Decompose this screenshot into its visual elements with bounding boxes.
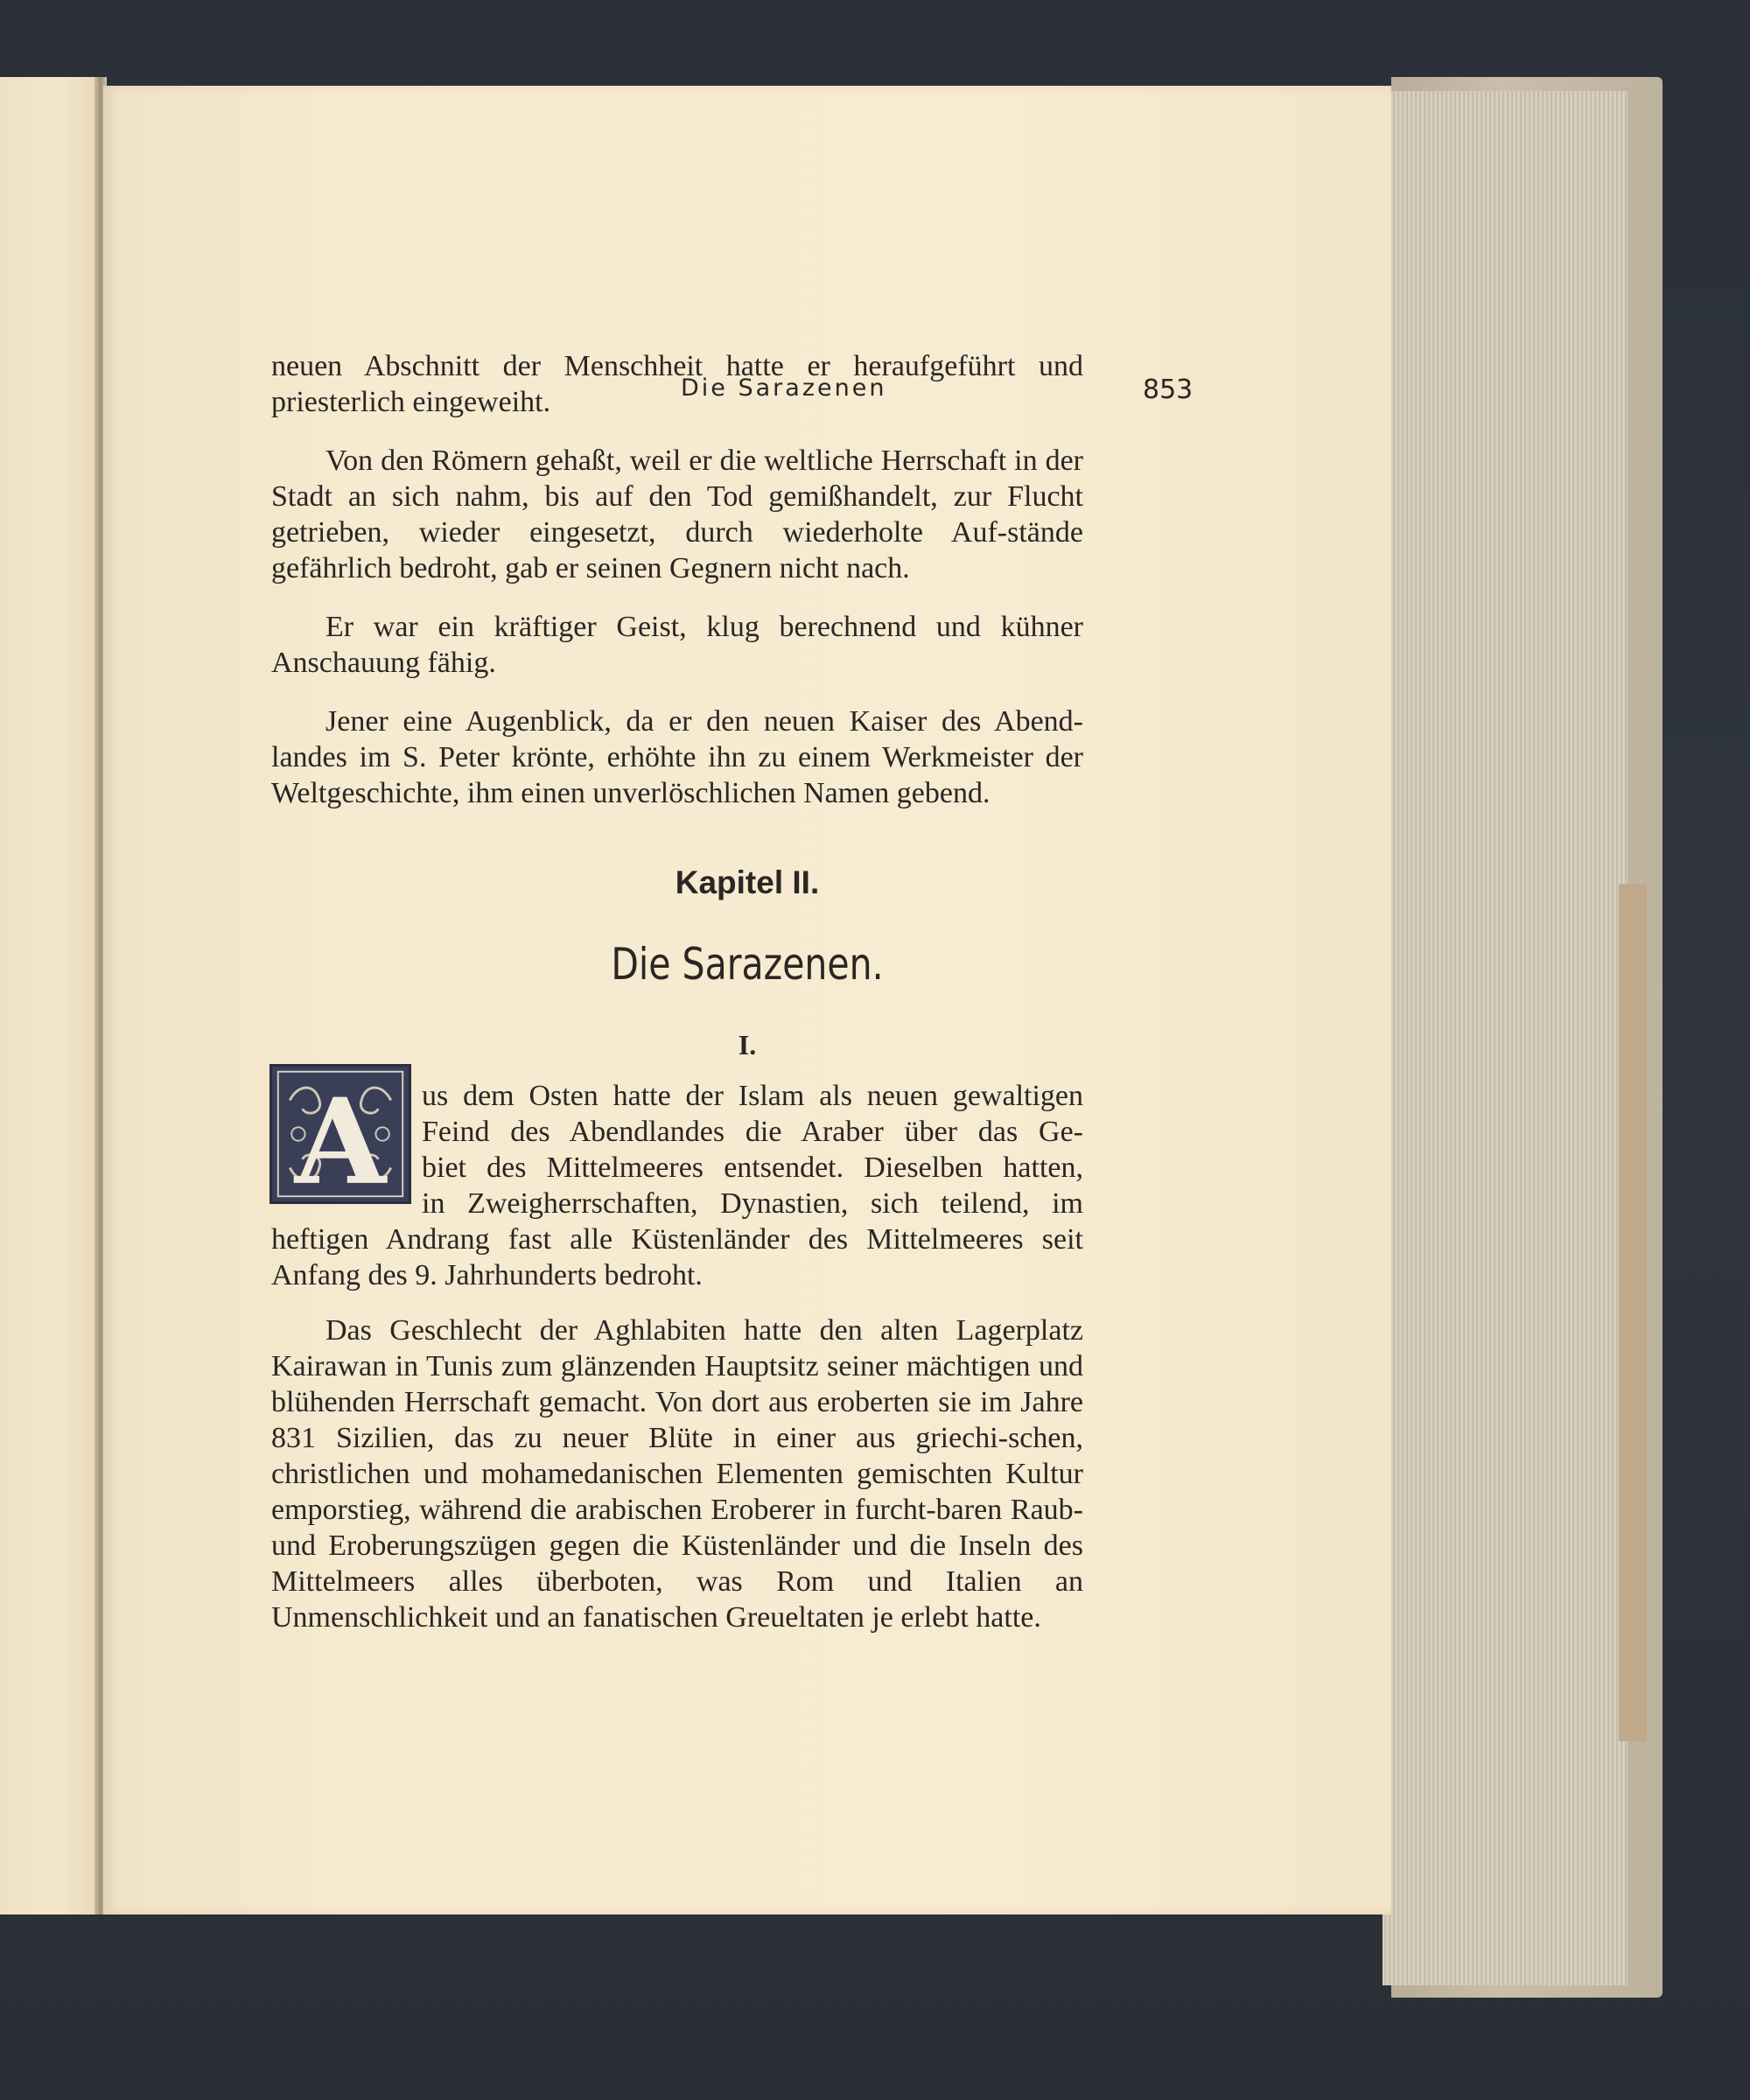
line: us dem Osten hatte der Islam als neuen gewaltigen <box>422 1080 1083 1112</box>
chapter-label: Kapitel II. <box>675 864 820 900</box>
line: in Zweigherrschaften, Dynastien, sich teilend, im <box>422 1187 1083 1220</box>
running-title: Die Sarazenen <box>681 374 887 402</box>
paragraph: Er war ein kräftiger Geist, klug berechnend und kühner Anschauung fähig. <box>271 611 1083 679</box>
section-number: I. <box>738 1029 757 1060</box>
paragraph-rest: heftigen Andrang fast alle Küstenländer des Mittelmeeres seit Anfang des 9. Jahrhunderts bedroht. <box>271 1223 1083 1292</box>
line: biet des Mittelmeeres entsendet. Dieselben hatten, <box>422 1152 1083 1184</box>
line: Feind des Abendlandes die Araber über das Ge- <box>422 1116 1083 1148</box>
chapter-title: Die Sarazenen. <box>611 939 884 990</box>
first-paragraph <box>271 1078 1083 1316</box>
paragraph: Von den Römern gehaßt, weil er die weltliche Herrschaft in der Stadt an sich nahm, bis auf den Tod gemißhandelt, zur Flucht getrieben, wieder eingesetzt, durch wiederholte Auf-stände gefährlich bedroht, gab er seinen Gegnern nicht nach. <box>271 444 1083 584</box>
second-text-block <box>271 1312 1083 1658</box>
cover-tab <box>1619 884 1647 1741</box>
paragraph: Jener eine Augenblick, da er den neuen Kaiser des Abend-landes im S. Peter krönte, erhöhte ihn zu einem Werkmeister der Weltgeschichte, ihm einen unverlöschlichen Namen gebend. <box>271 705 1083 809</box>
page-edges <box>1382 91 1628 1985</box>
svg-text:A: A <box>294 1071 387 1201</box>
page-number: 853 <box>1143 374 1194 405</box>
top-text-block <box>271 348 1083 834</box>
lines-beside-drop-cap <box>271 1078 1083 1222</box>
paragraph: Das Geschlecht der Aghlabiten hatte den alten Lagerplatz Kairawan in Tunis zum glänzenden Hauptsitz seiner mächtigen und blühenden Herrschaft gemacht. Von dort aus eroberten sie im Jahre 831 Sizilien, das zu neuer Blüte in einer aus griechi-schen, christlichen und mohamedanischen Elementen gemischten Kultur emporstieg, während die arabischen Eroberer in furcht-baren Raub- und Eroberungszügen gegen die Küstenländer und die Inseln des Mittelmeers alles überboten, was Rom und Italien an Unmenschlichkeit und an fanatischen Greueltaten je erlebt hatte. <box>271 1314 1083 1634</box>
left-page-fragment <box>0 77 101 1914</box>
paragraph: neuen Abschnitt der Menschheit hatte er heraufgeführt und priesterlich eingeweiht. <box>271 350 1083 418</box>
